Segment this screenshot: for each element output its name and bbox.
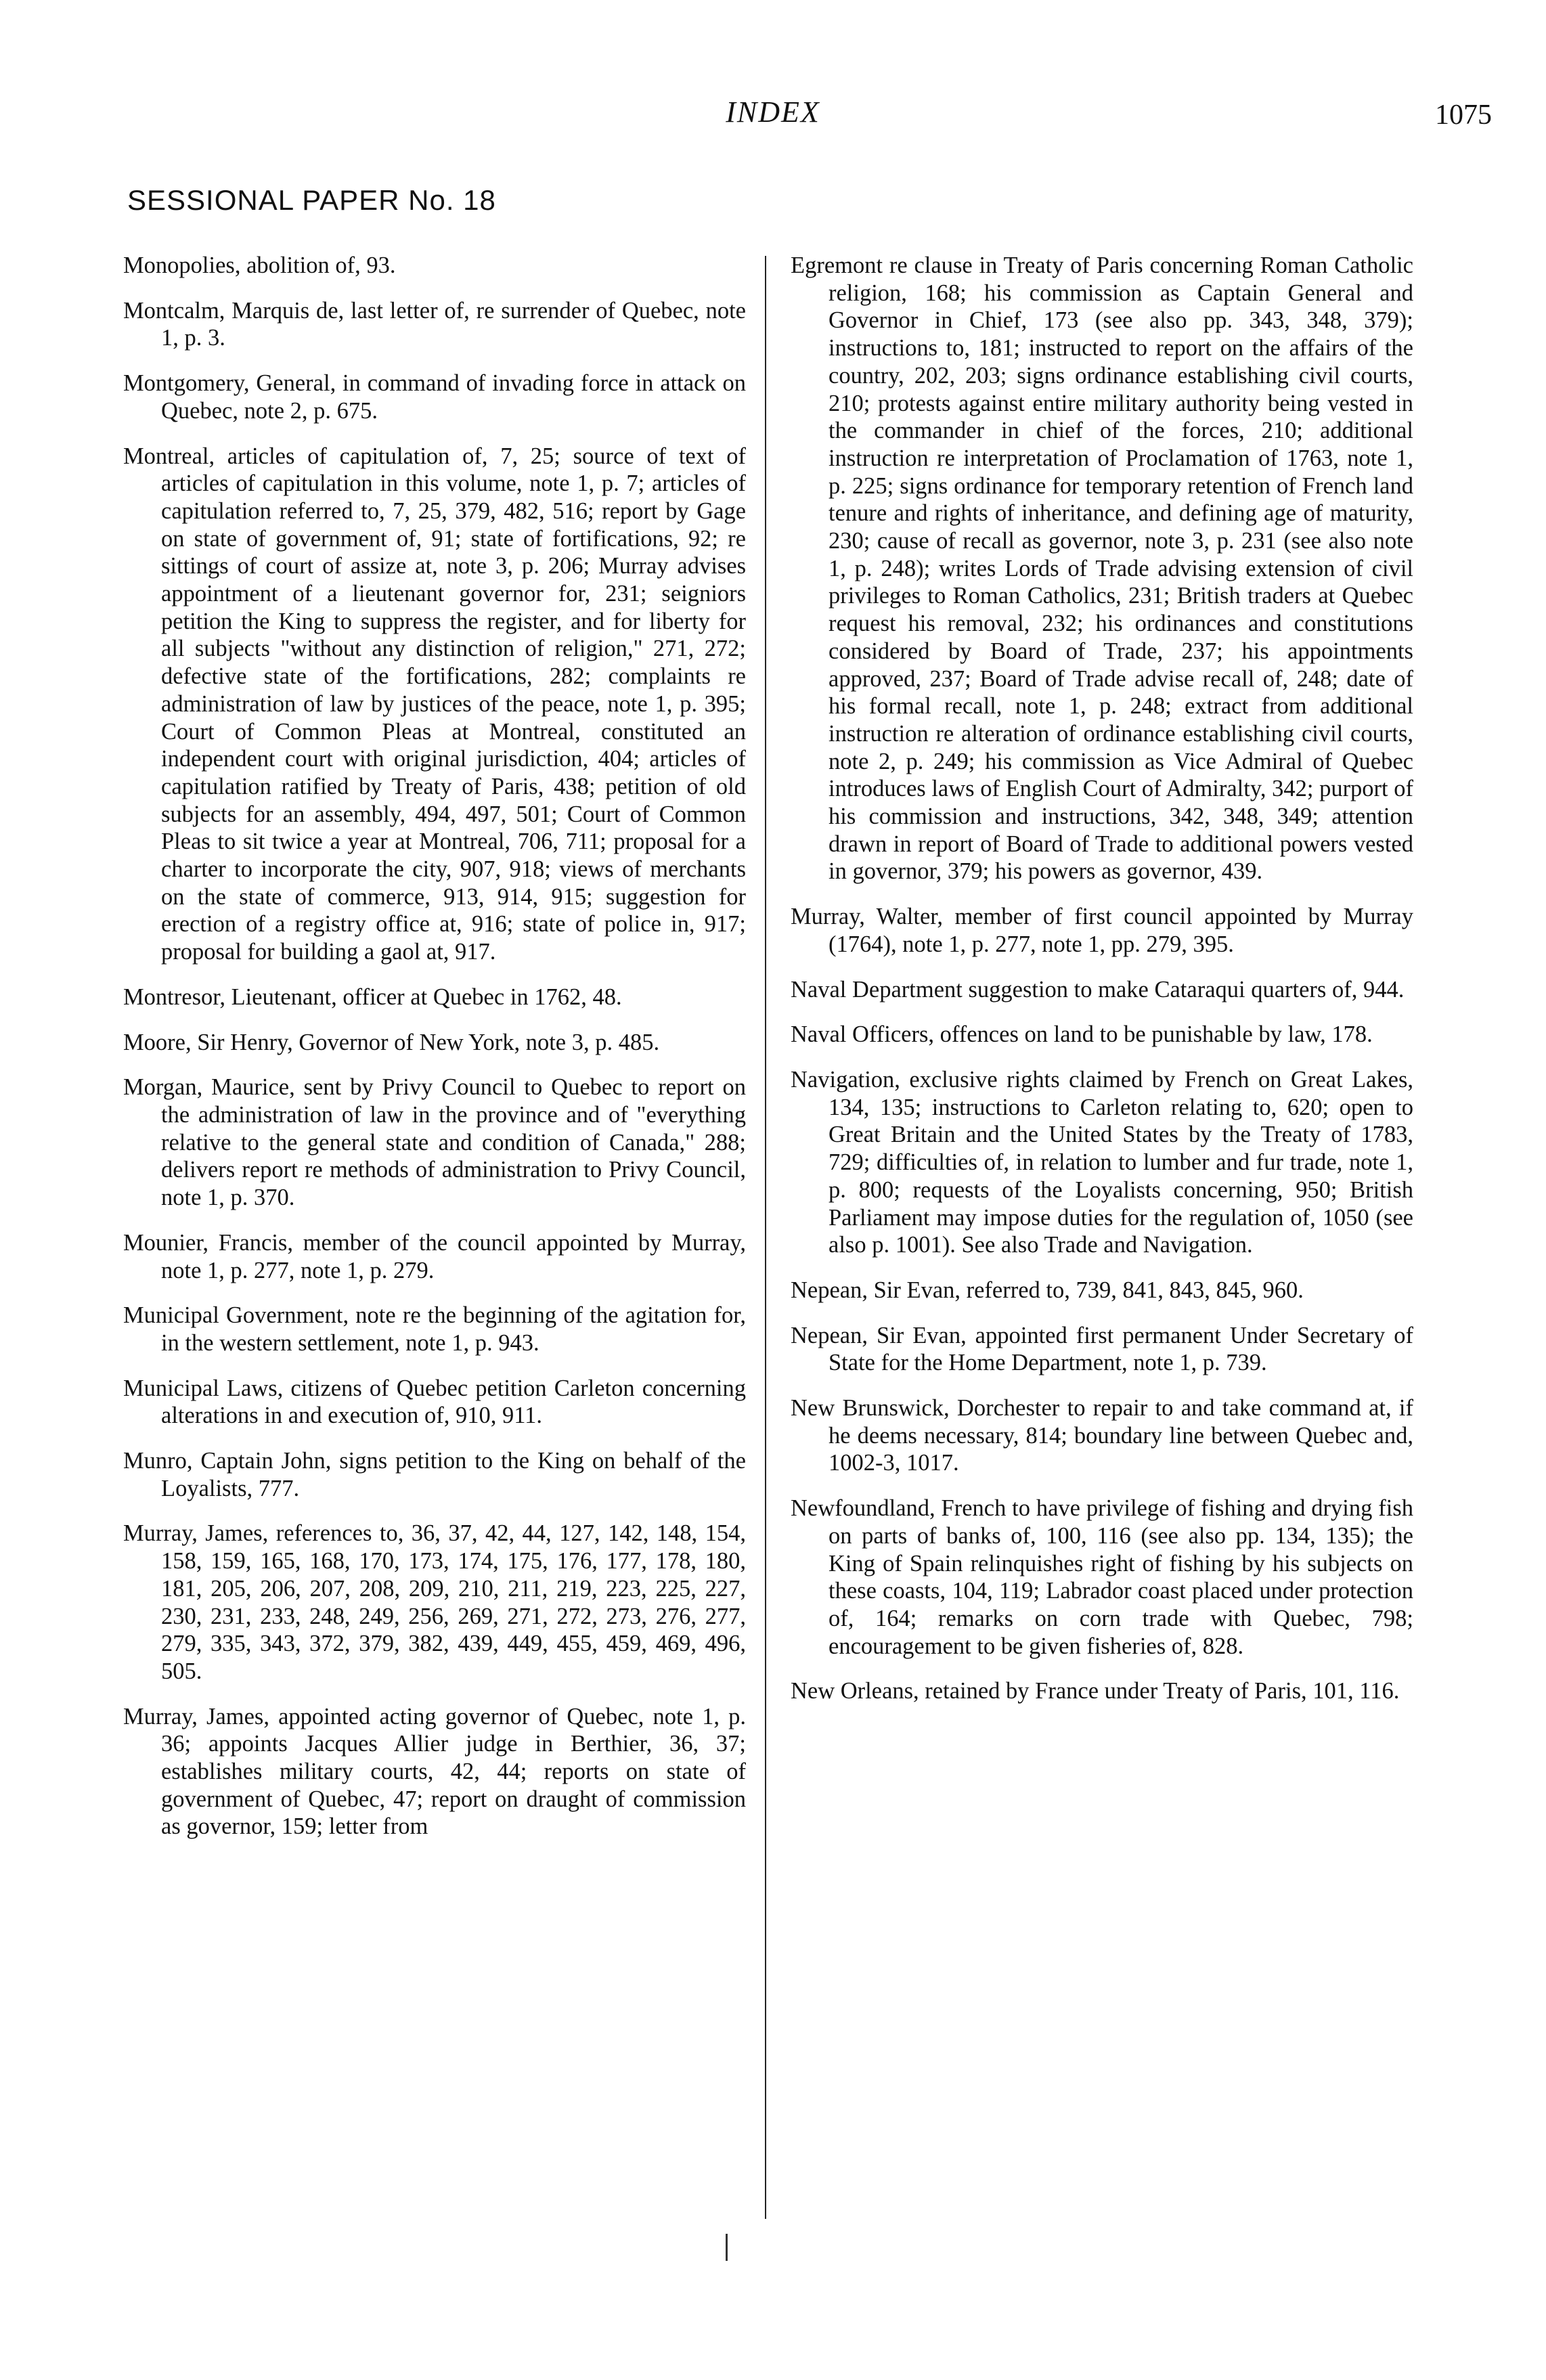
index-entry: Morgan, Maurice, sent by Privy Council to Quebec to report on the administration of law in the province and of "everything relative to the general state and condition of Canada," 288; delivers report re methods of administration to Privy Council, note 1, p. 370.: [123, 1074, 746, 1211]
stray-print-mark: [726, 2234, 728, 2261]
index-entry: Municipal Government, note re the beginning of the agitation for, in the western settlement, note 1, p. 943.: [123, 1302, 746, 1356]
index-entry: Mounier, Francis, member of the council appointed by Murray, note 1, p. 277, note 1, p. 279.: [123, 1229, 746, 1283]
index-entry: Murray, Walter, member of first council appointed by Murray (1764), note 1, p. 277, note 1, pp. 279, 395.: [791, 904, 1413, 957]
index-entry: Murray, James, appointed acting governor of Quebec, note 1, p. 36; appoints Jacques Allier judge in Berthier, 36, 37; establishes military courts, 42, 44; reports on state of government of Quebec, 47; report on draught of commission as governor, 159; letter from: [123, 1703, 746, 1840]
index-entry: Munro, Captain John, signs petition to the King on behalf of the Loyalists, 777.: [123, 1448, 746, 1501]
index-entry: Nepean, Sir Evan, appointed first permanent Under Secretary of State for the Home Department, note 1, p. 739.: [791, 1322, 1413, 1376]
index-entry: New Brunswick, Dorchester to repair to and take command at, if he deems necessary, 814; boundary line between Quebec and, 1002-3, 1017.: [791, 1395, 1413, 1476]
index-entry: Montgomery, General, in command of invading force in attack on Quebec, note 2, p. 675.: [123, 370, 746, 424]
index-entry: Murray, James, references to, 36, 37, 42, 44, 127, 142, 148, 154, 158, 159, 165, 168, 170, 173, 174, 175, 176, 177, 178, 180, 181, 205, 206, 207, 208, 209, 210, 211, 219, 223, 225, 227, 230, 231, 233, 248, 249, 256, 269, 271, 272, 273, 276, 277, 279, 335, 343, 372, 379, 382, 439, 449, 455, 459, 469, 496, 505.: [123, 1520, 746, 1684]
index-entry-continuation: Egremont re clause in Treaty of Paris concerning Roman Catholic religion, 168; his commission as Captain General and Governor in Chief, 173 (see also pp. 343, 348, 379); instructions to, 181; instructed to report on the affairs of the country, 202, 203; signs ordinance establishing civil courts, 210; protests against entire military authority being vested in the commander in chief of the forces, 210; additional instruction re interpretation of Proclamation of 1763, note 1, p. 225; signs ordinance for temporary retention of French land tenure and rights of inheritance, and defining age of maturity, 230; cause of recall as governor, note 3, p. 231 (see also note 1, p. 248); writes Lords of Trade advising extension of civil privileges to Roman Catholics, 231; British traders at Quebec request his removal, 232; his ordinances and constitutions considered by Board of Trade, 237; his appointments approved, 237; Board of Trade advise recall of, 248; date of his formal recall, note 1, p. 248; extract from additional instruction re alteration of ordinance establishing civil courts, note 2, p. 249; his commission as Vice Admiral of Quebec introduces laws of English Court of Admiralty, 342; purport of his commission and instructions, 342, 348, 349; attention drawn in report of Board of Trade to additional powers vested in governor, 379; his powers as governor, 439.: [791, 252, 1413, 885]
index-entry: Montreal, articles of capitulation of, 7, 25; source of text of articles of capitulation in this volume, note 1, p. 7; articles of capitulation referred to, 7, 25, 379, 482, 516; report by Gage on state of government of, 91; state of fortifications, 92; re sittings of court of assize at, note 3, p. 206; Murray advises appointment of a lieutenant governor for, 231; seigniors petition the King to suppress the register, and for liberty for all subjects "without any distinction of religion," 271, 272; defective state of the fortifications, 282; complaints re administration of law by justices of the peace, note 1, p. 395; Court of Common Pleas at Montreal, constituted an independent court with original jurisdiction, 404; articles of capitulation ratified by Treaty of Paris, 438; petition of old subjects for an assembly, 494, 497, 501; Court of Common Pleas to sit twice a year at Montreal, 706, 711; proposal for a charter to incorporate the city, 907, 918; views of merchants on the state of commerce, 913, 914, 915; suggestion for erection of a registry office at, 916; state of police in, 917; proposal for building a gaol at, 917.: [123, 443, 746, 965]
index-entry: Monopolies, abolition of, 93.: [123, 252, 396, 278]
sessional-paper-label: SESSIONAL PAPER No. 18: [127, 184, 496, 216]
index-entry: Moore, Sir Henry, Governor of New York, note 3, p. 485.: [123, 1029, 660, 1055]
running-title: INDEX: [726, 95, 820, 129]
page-number: 1075: [1435, 100, 1492, 131]
column-divider: [765, 256, 766, 2219]
index-entry: Naval Department suggestion to make Cataraqui quarters of, 944.: [791, 976, 1405, 1002]
index-entry: New Orleans, retained by France under Treaty of Paris, 101, 116.: [791, 1678, 1400, 1704]
index-entry: Montcalm, Marquis de, last letter of, re surrender of Quebec, note 1, p. 3.: [123, 297, 746, 351]
index-entry: Navigation, exclusive rights claimed by French on Great Lakes, 134, 135; instructions to Carleton relating to, 620; open to Great Britain and the United States by the Treaty of 1783, 729; difficulties of, in relation to lumber and fur trade, note 1, p. 800; requests of the Loyalists concerning, 950; British Parliament may impose duties for the regulation of, 1050 (see also p. 1001). See also Trade and Navigation.: [791, 1066, 1413, 1258]
index-entry: Montresor, Lieutenant, officer at Quebec in 1762, 48.: [123, 984, 622, 1010]
index-entry: Municipal Laws, citizens of Quebec petition Carleton concerning alterations in and execution of, 910, 911.: [123, 1375, 746, 1429]
index-entry: Naval Officers, offences on land to be punishable by law, 178.: [791, 1021, 1373, 1048]
index-entry: Newfoundland, French to have privilege of fishing and drying fish on parts of banks of, 100, 116 (see also pp. 134, 135); the King of Spain relinquishes right of fishing by his subjects on these coasts, 104, 119; Labrador coast placed under protection of, 164; remarks on corn trade with Quebec, 798; encouragement to be given fisheries of, 828.: [791, 1495, 1413, 1659]
index-column-right: [791, 252, 1413, 1723]
index-entry: Nepean, Sir Evan, referred to, 739, 841, 843, 845, 960.: [791, 1277, 1304, 1303]
index-column-left: [123, 252, 746, 1858]
